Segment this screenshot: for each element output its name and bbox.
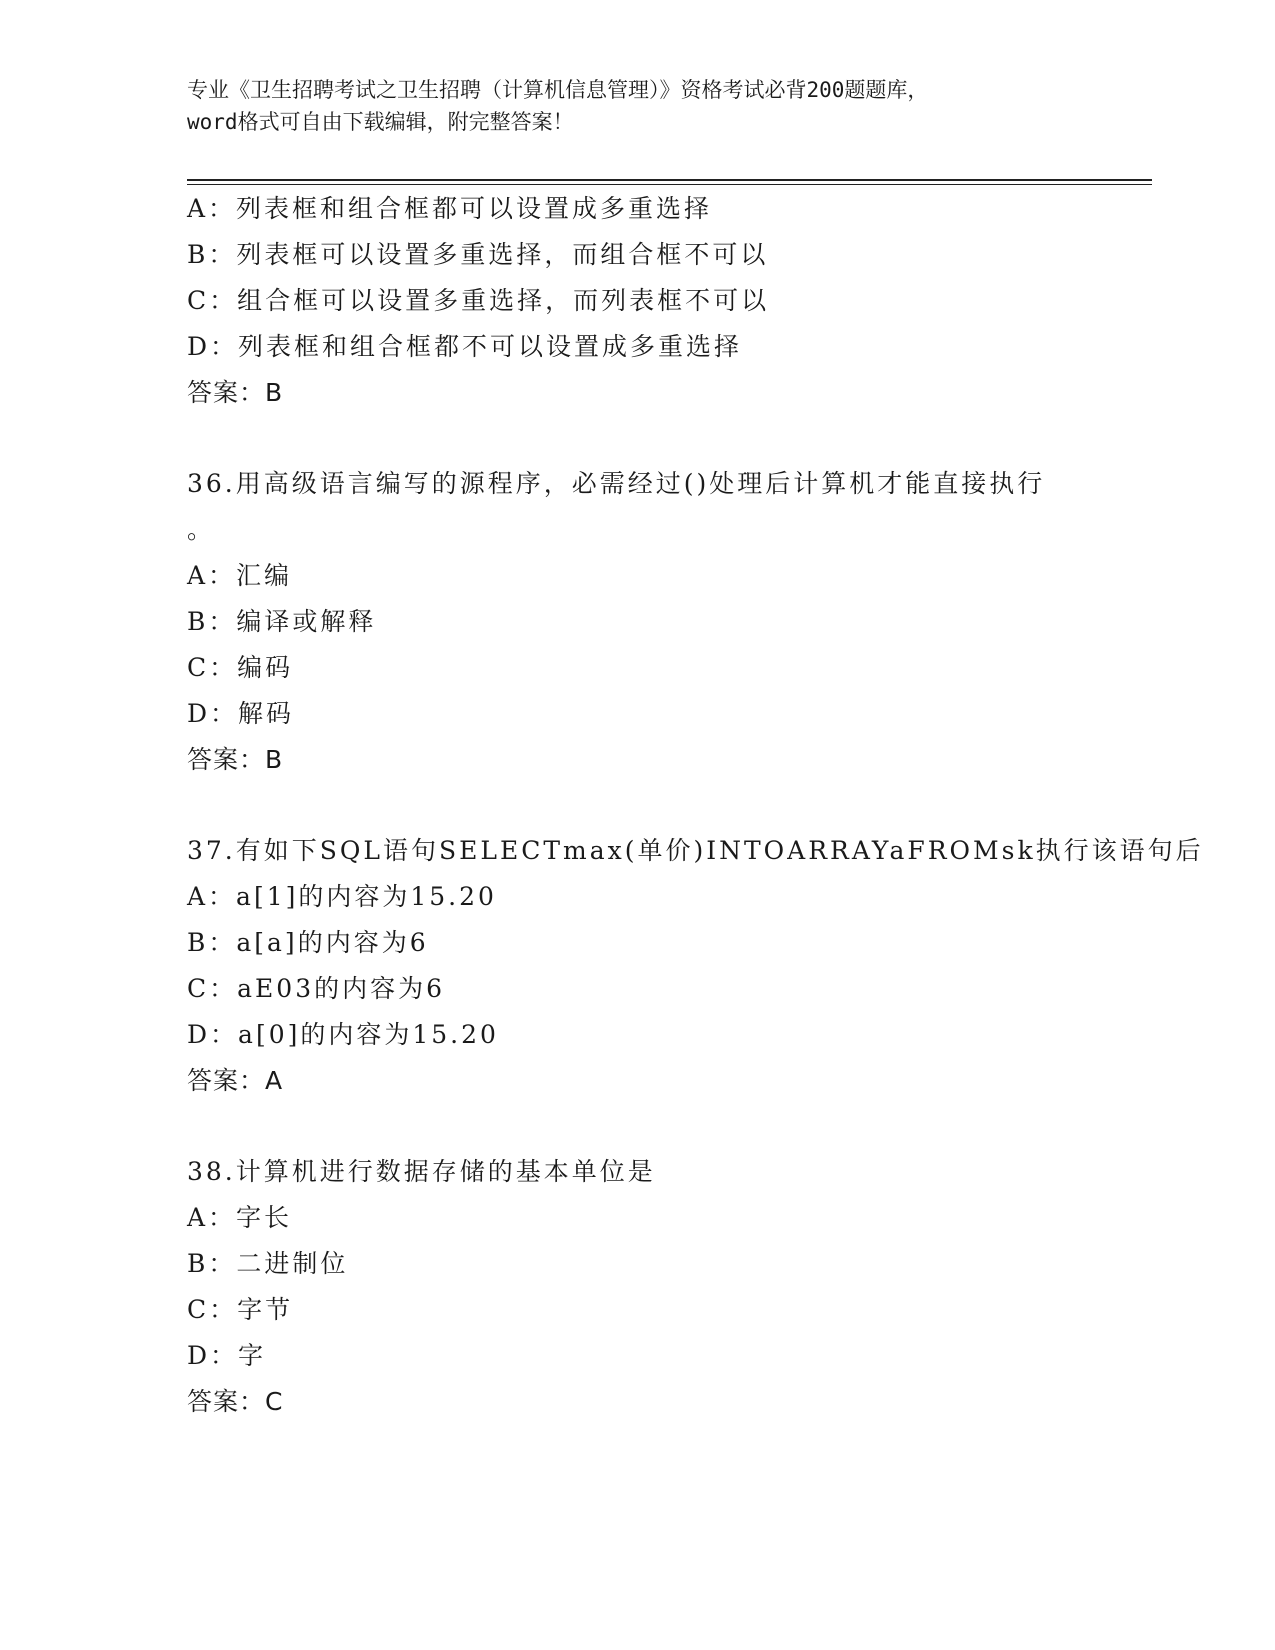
question-block-36: [187, 461, 1087, 783]
option-b: B：二进制位: [187, 1249, 349, 1278]
question-block-38: [187, 1149, 1087, 1425]
spacer: [187, 1104, 1087, 1149]
question-stem-continuation: 。: [187, 515, 216, 544]
question-stem: 38.计算机进行数据存储的基本单位是: [187, 1157, 656, 1186]
header-line-2: word格式可自由下载编辑，附完整答案！: [187, 110, 574, 134]
question-block-35: [187, 186, 1087, 416]
header-rule-thick: [187, 179, 1152, 181]
question-stem: 36.用高级语言编写的源程序，必需经过()处理后计算机才能直接执行: [187, 469, 1046, 498]
option-a: A：汇编: [187, 561, 293, 590]
question-block-37: [187, 828, 1204, 1104]
option-d: D：a[0]的内容为15.20: [187, 1020, 499, 1049]
answer-line: 答案：B: [187, 378, 284, 407]
answer-line: 答案：A: [187, 1066, 284, 1095]
option-c: C：aE03的内容为6: [187, 974, 446, 1003]
spacer: [187, 416, 1087, 461]
answer-line: 答案：B: [187, 745, 284, 774]
question-stem: 37.有如下SQL语句SELECTmax(单价)INTOARRAYaFROMsk执行该语句后: [187, 836, 1204, 865]
header-rule-thin: [187, 184, 1152, 185]
question-content: [187, 186, 1204, 1425]
option-a: A：a[1]的内容为15.20: [187, 882, 497, 911]
option-c: C：编码: [187, 653, 294, 682]
answer-line: 答案：C: [187, 1387, 284, 1416]
document-header: [187, 74, 1087, 138]
option-c: C：组合框可以设置多重选择，而列表框不可以: [187, 286, 770, 315]
option-b: B：编译或解释: [187, 607, 377, 636]
option-b: B：列表框可以设置多重选择，而组合框不可以: [187, 240, 769, 269]
option-d: D：字: [187, 1341, 267, 1370]
option-d: D：解码: [187, 699, 295, 728]
option-d: D：列表框和组合框都不可以设置成多重选择: [187, 332, 743, 361]
option-b: B：a[a]的内容为6: [187, 928, 429, 957]
option-a: A：列表框和组合框都可以设置成多重选择: [187, 194, 713, 223]
option-c: C：字节: [187, 1295, 294, 1324]
header-line-1: 专业《卫生招聘考试之卫生招聘（计算机信息管理）》资格考试必背200题题库，: [187, 78, 929, 102]
option-a: A：字长: [187, 1203, 293, 1232]
spacer: [187, 783, 1087, 828]
